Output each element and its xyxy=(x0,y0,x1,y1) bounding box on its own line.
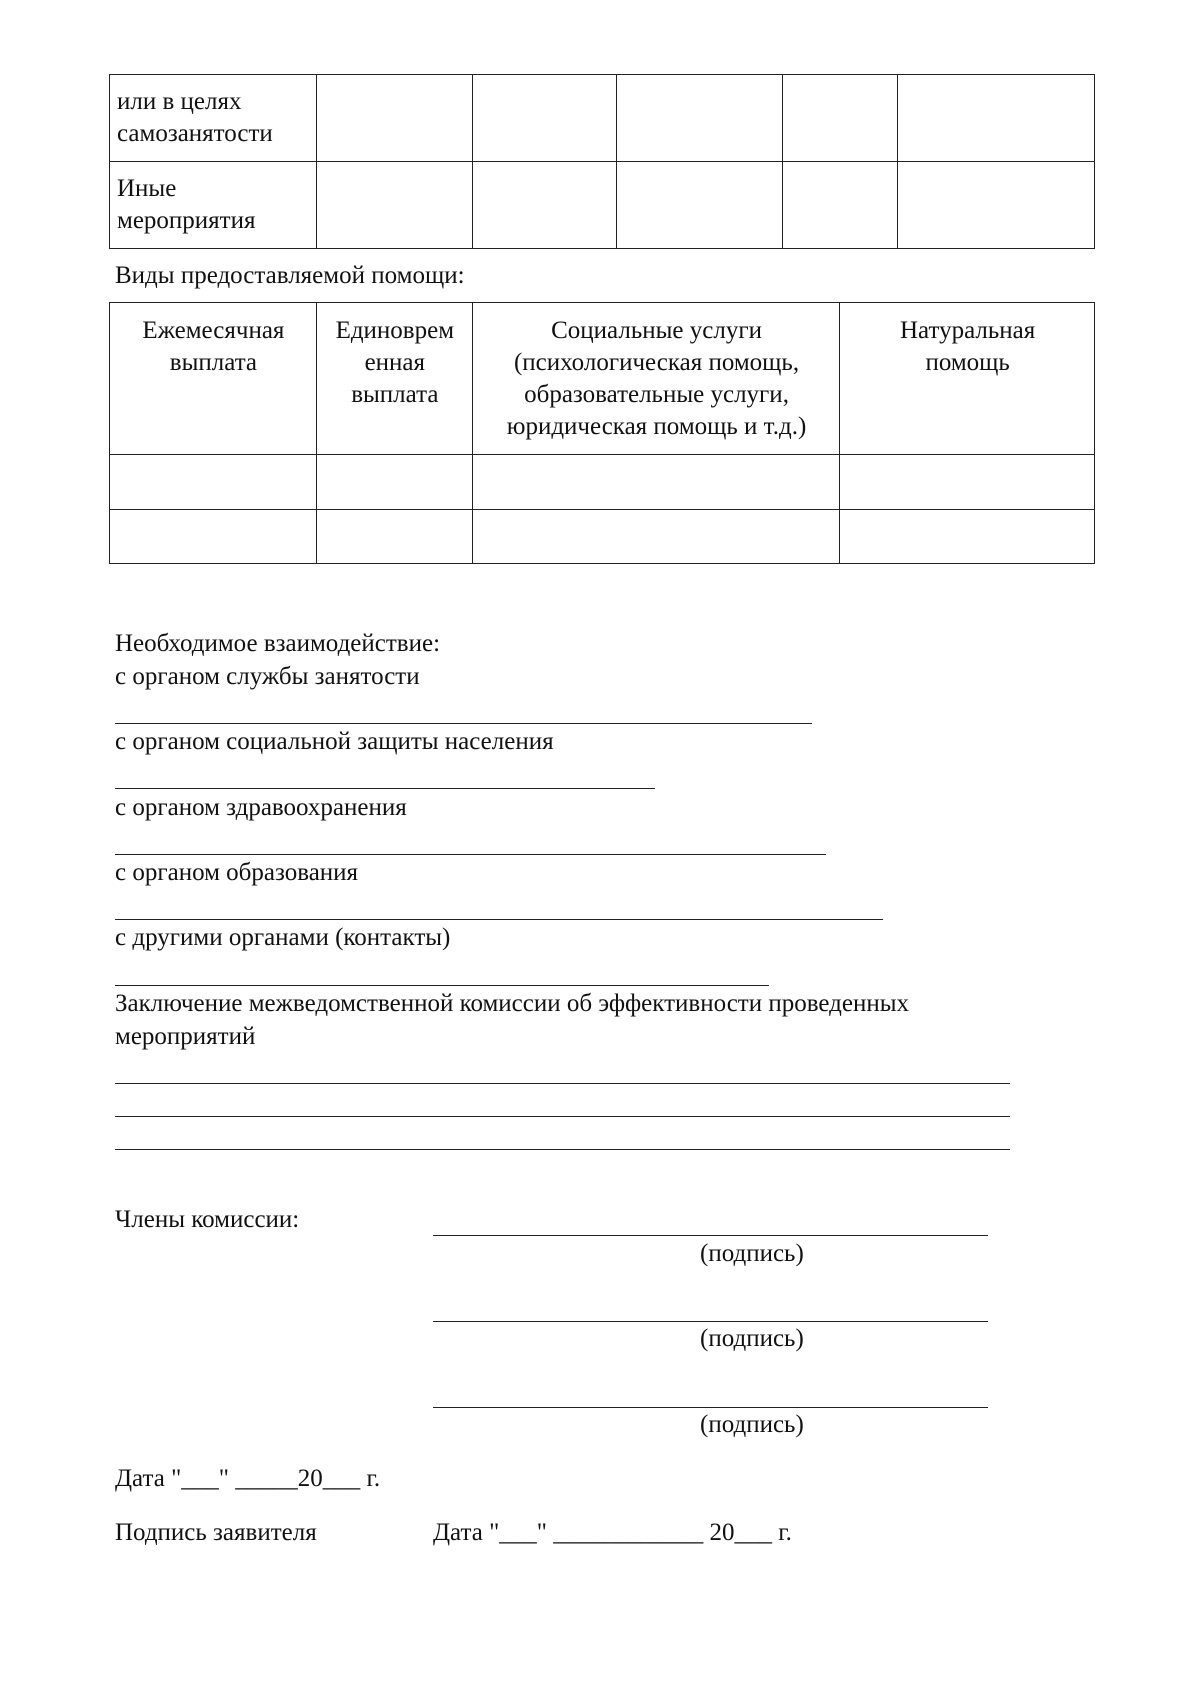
interaction-social-protection-label: с органом социальной защиты населения xyxy=(115,728,554,755)
assistance-heading: Виды предоставляемой помощи: xyxy=(115,262,465,289)
header-monthly-payment xyxy=(110,303,317,455)
table-cell[interactable] xyxy=(840,510,1095,564)
table-cell[interactable] xyxy=(472,162,616,249)
header-line: Социальные услуги xyxy=(551,317,762,344)
table-cell[interactable] xyxy=(783,75,898,162)
conclusion-label-line2: мероприятий xyxy=(115,1023,256,1050)
signature-line[interactable] xyxy=(433,1321,988,1322)
table-cell[interactable] xyxy=(316,75,472,162)
table-cell[interactable] xyxy=(616,75,783,162)
employment-service-fill-line[interactable] xyxy=(115,723,812,724)
table-cell[interactable] xyxy=(616,162,783,249)
table-cell[interactable] xyxy=(110,510,317,564)
interaction-other-label: с другими органами (контакты) xyxy=(115,924,451,951)
row-label-cell xyxy=(110,162,317,249)
header-line: выплата xyxy=(351,381,439,408)
table-cell[interactable] xyxy=(472,75,616,162)
row-label-line: Иные xyxy=(117,175,177,202)
table-row xyxy=(110,510,1095,564)
education-fill-line[interactable] xyxy=(115,919,883,920)
table-cell[interactable] xyxy=(316,455,472,510)
header-one-time-payment xyxy=(316,303,472,455)
table-row xyxy=(110,455,1095,510)
row-label-line: самозанятости xyxy=(117,120,273,147)
conclusion-fill-line[interactable] xyxy=(115,1083,1010,1084)
applicant-date-field[interactable]: Дата "___" ____________ 20___ г. xyxy=(433,1519,792,1546)
assistance-table xyxy=(109,302,1095,564)
header-line: (психологическая помощь, xyxy=(513,349,800,376)
conclusion-fill-line[interactable] xyxy=(115,1149,1010,1150)
interaction-employment-service-label: с органом службы занятости xyxy=(115,663,420,690)
header-line: юридическая помощь и т.д.) xyxy=(506,413,807,440)
header-line: Натуральная xyxy=(900,317,1036,344)
table-row xyxy=(110,162,1095,249)
header-line: Единоврем xyxy=(335,317,455,344)
conclusion-fill-line[interactable] xyxy=(115,1116,1010,1117)
header-line: енная xyxy=(364,349,426,376)
social-protection-fill-line[interactable] xyxy=(115,788,655,789)
table-cell[interactable] xyxy=(783,162,898,249)
header-social-services xyxy=(472,303,840,455)
table-cell[interactable] xyxy=(472,455,840,510)
commission-members-label: Члены комиссии: xyxy=(115,1206,300,1233)
table-cell[interactable] xyxy=(472,510,840,564)
health-fill-line[interactable] xyxy=(115,854,826,855)
signature-line[interactable] xyxy=(433,1407,988,1408)
interaction-health-label: с органом здравоохранения xyxy=(115,794,407,821)
signature-caption: (подпись) xyxy=(700,1411,804,1438)
table-cell[interactable] xyxy=(898,75,1095,162)
other-contacts-fill-line[interactable] xyxy=(115,985,769,986)
table-cell[interactable] xyxy=(316,510,472,564)
conclusion-label-line1: Заключение межведомственной комиссии об эффективности проведенных xyxy=(115,990,910,1017)
interaction-heading: Необходимое взаимодействие: xyxy=(115,630,441,657)
table-header-row xyxy=(110,303,1095,455)
table-cell[interactable] xyxy=(110,455,317,510)
header-line: Ежемесячная xyxy=(142,317,285,344)
date-field[interactable]: Дата "___" _____20___ г. xyxy=(115,1465,381,1492)
applicant-signature-label: Подпись заявителя xyxy=(115,1519,317,1546)
table-row xyxy=(110,75,1095,162)
header-line: выплата xyxy=(169,349,258,376)
row-label-line: мероприятия xyxy=(117,207,256,234)
table-cell[interactable] xyxy=(898,162,1095,249)
header-natural-aid xyxy=(840,303,1095,455)
table-cell[interactable] xyxy=(316,162,472,249)
measures-table xyxy=(109,74,1095,249)
signature-caption: (подпись) xyxy=(700,1240,804,1267)
header-line: помощь xyxy=(925,349,1010,376)
signature-caption: (подпись) xyxy=(700,1325,804,1352)
row-label-cell xyxy=(110,75,317,162)
row-label-line: или в целях xyxy=(117,88,242,115)
table-cell[interactable] xyxy=(840,455,1095,510)
signature-line[interactable] xyxy=(433,1235,988,1236)
interaction-education-label: с органом образования xyxy=(115,859,359,886)
header-line: образовательные услуги, xyxy=(524,381,789,408)
